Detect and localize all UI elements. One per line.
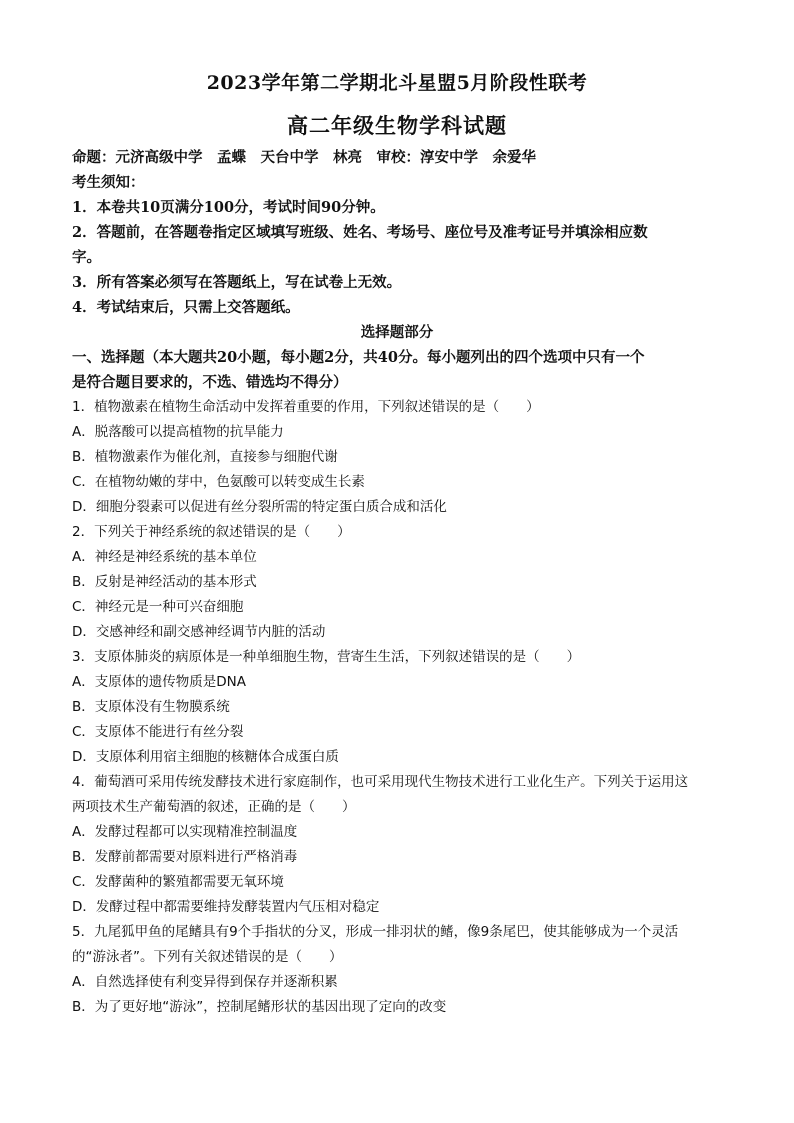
- notice-heading: 考生须知：: [72, 174, 145, 191]
- section-intro: 是符合题目要求的，不选、错选均不得分）: [72, 374, 348, 391]
- option: B．反射是神经活动的基本形式: [72, 574, 257, 590]
- option: A．支原体的遗传物质是DNA: [72, 674, 246, 690]
- exam-content: [72, 145, 722, 1020]
- notice-item: 2．答题前，在答题卷指定区域填写班级、姓名、考场号、座位号及准考证号并填涂相应数: [72, 224, 648, 241]
- question-stem: 的“游泳者”。下列有关叙述错误的是（ ）: [72, 949, 343, 965]
- notice-item: 字。: [72, 249, 101, 266]
- option: B．植物激素作为催化剂，直接参与细胞代谢: [72, 449, 338, 465]
- notice-item: 1．本卷共10页满分100分，考试时间90分钟。: [72, 199, 385, 216]
- option: B．为了更好地“游泳”，控制尾鳍形状的基因出现了定向的改变: [72, 999, 447, 1015]
- exam-subtitle: 高二年级生物学科试题: [287, 113, 507, 138]
- question-stem: 2．下列关于神经系统的叙述错误的是（ ）: [72, 524, 351, 540]
- option: D．交感神经和副交感神经调节内脏的活动: [72, 624, 326, 640]
- option: D．细胞分裂素可以促进有丝分裂所需的特定蛋白质合成和活化: [72, 499, 447, 515]
- question-stem: 3．支原体肺炎的病原体是一种单细胞生物，营寄生生活，下列叙述错误的是（ ）: [72, 649, 581, 665]
- question-stem: 5．九尾狐甲鱼的尾鳍具有9个手指状的分叉，形成一排羽状的鳍，像9条尾巴，使其能够成为一个灵活: [72, 924, 679, 940]
- option: A．脱落酸可以提高植物的抗旱能力: [72, 424, 284, 440]
- option: B．支原体没有生物膜系统: [72, 699, 230, 715]
- question-stem: 1．植物激素在植物生命活动中发挥着重要的作用，下列叙述错误的是（ ）: [72, 399, 540, 415]
- authors-line: 命题：元济高级中学 孟蝶 天台中学 林亮 审校：淳安中学 余爱华: [72, 149, 536, 166]
- option: C．在植物幼嫩的芽中，色氨酸可以转变成生长素: [72, 474, 365, 490]
- option: A．神经是神经系统的基本单位: [72, 549, 257, 565]
- option: A．发酵过程都可以实现精准控制温度: [72, 824, 298, 840]
- notice-item: 4．考试结束后，只需上交答题纸。: [72, 299, 300, 316]
- question-stem: 两项技术生产葡萄酒的叙述，正确的是（ ）: [72, 799, 356, 815]
- notice-item: 3．所有答案必须写在答题纸上，写在试卷上无效。: [72, 274, 402, 291]
- question-stem: 4．葡萄酒可采用传统发酵技术进行家庭制作，也可采用现代生物技术进行工业化生产。下列关于运用这: [72, 774, 689, 790]
- option: C．神经元是一种可兴奋细胞: [72, 599, 244, 615]
- option: C．支原体不能进行有丝分裂: [72, 724, 244, 740]
- option: B．发酵前都需要对原料进行严格消毒: [72, 849, 298, 865]
- option: D．支原体利用宿主细胞的核糖体合成蛋白质: [72, 749, 339, 765]
- section-intro: 一、选择题（本大题共20小题，每小题2分，共40分。每小题列出的四个选项中只有一个: [72, 349, 645, 366]
- option: A．自然选择使有利变异得到保存并逐渐积累: [72, 974, 338, 990]
- section-title: 选择题部分: [360, 324, 434, 341]
- exam-title: 2023学年第二学期北斗星盟5月阶段性联考: [206, 72, 588, 94]
- option: D．发酵过程中都需要维持发酵装置内气压相对稳定: [72, 899, 380, 915]
- option: C．发酵菌种的繁殖都需要无氧环境: [72, 874, 284, 890]
